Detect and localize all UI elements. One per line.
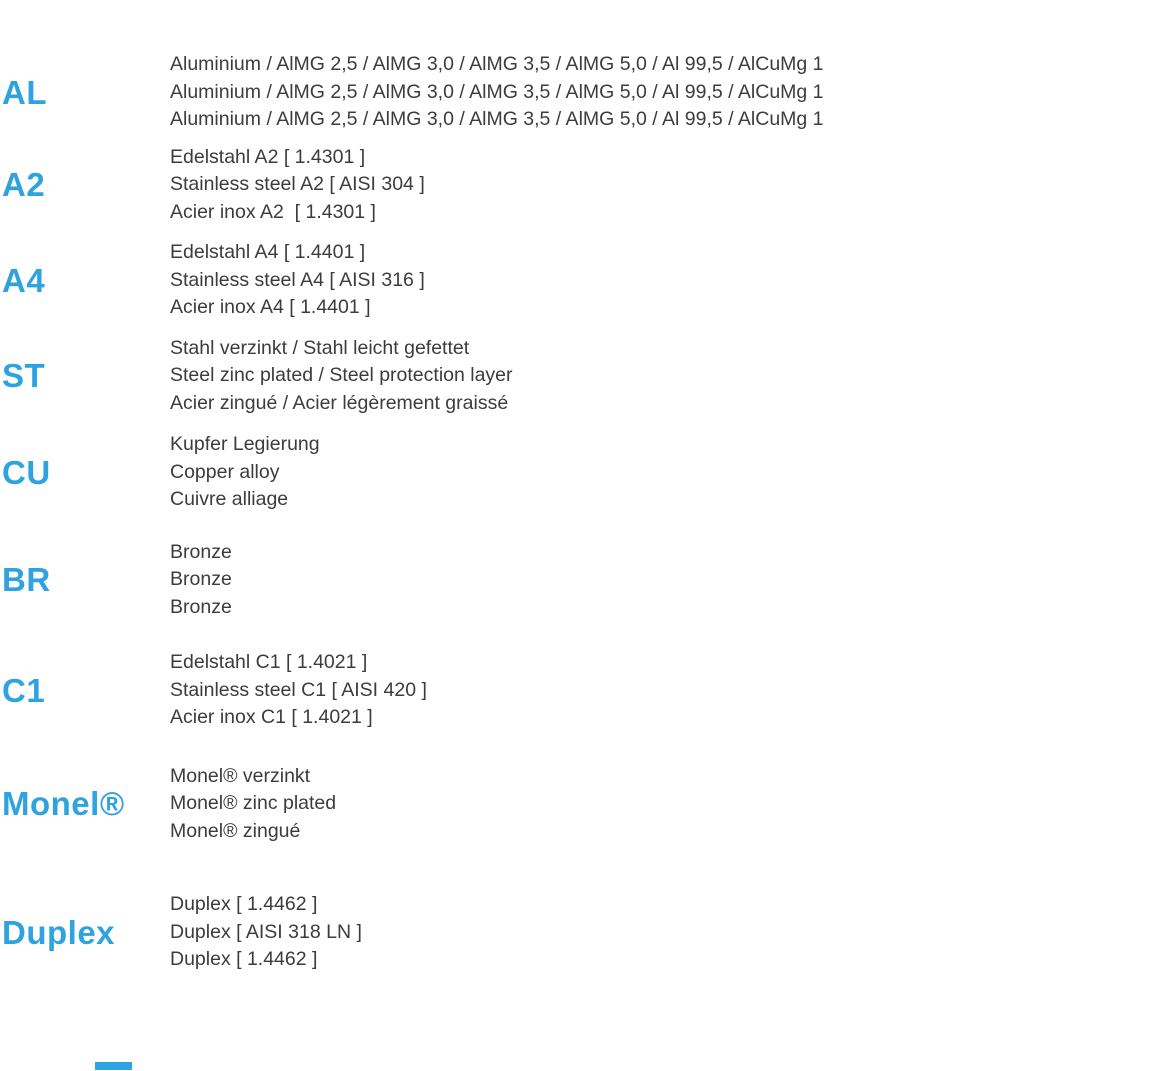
material-descriptions bbox=[170, 539, 1160, 622]
material-group bbox=[0, 144, 1160, 227]
material-description-de: Edelstahl C1 [ 1.4021 ] bbox=[170, 651, 368, 673]
material-description-en: Aluminium / AlMG 2,5 / AlMG 3,0 / AlMG 3,5 / AlMG 5,0 / Al 99,5 / AlCuMg 1 bbox=[170, 80, 824, 103]
material-descriptions bbox=[170, 239, 1160, 322]
material-descriptions bbox=[170, 51, 1160, 134]
material-description-fr: Acier inox A4 [ 1.4401 ] bbox=[170, 296, 371, 318]
material-description-de: Bronze bbox=[170, 540, 232, 563]
material-code: BR bbox=[2, 561, 51, 599]
material-description-fr: Acier inox C1 [ 1.4021 ] bbox=[170, 706, 373, 728]
material-group bbox=[0, 431, 1160, 514]
material-description-de: Monel® verzinkt bbox=[170, 764, 311, 787]
material-description-de: Aluminium / AlMG 2,5 / AlMG 3,0 / AlMG 3,5 / AlMG 5,0 / Al 99,5 / AlCuMg 1 bbox=[170, 53, 824, 75]
material-group bbox=[0, 539, 1160, 622]
material-descriptions bbox=[170, 649, 1160, 732]
material-description-fr: Aluminium / AlMG 2,5 / AlMG 3,0 / AlMG 3,5 / AlMG 5,0 / Al 99,5 / AlCuMg 1 bbox=[170, 108, 824, 130]
material-description-de: Kupfer Legierung bbox=[170, 433, 320, 455]
material-group bbox=[0, 763, 1160, 846]
material-group bbox=[0, 335, 1160, 418]
material-descriptions bbox=[170, 335, 1160, 418]
material-descriptions bbox=[170, 891, 1160, 974]
material-group bbox=[0, 891, 1160, 974]
material-group bbox=[0, 51, 1160, 134]
material-description-fr: Bronze bbox=[170, 595, 232, 618]
material-code: CU bbox=[2, 453, 51, 491]
material-description-en: Copper alloy bbox=[170, 460, 280, 483]
material-description-de: Duplex [ 1.4462 ] bbox=[170, 893, 318, 915]
material-description-fr: Acier inox A2 [ 1.4301 ] bbox=[170, 200, 376, 223]
material-description-en: Steel zinc plated / Steel protection layer bbox=[170, 364, 513, 386]
material-code: ST bbox=[2, 357, 46, 395]
material-description-en: Stainless steel C1 [ AISI 420 ] bbox=[170, 678, 427, 701]
material-description-fr: Monel® zingué bbox=[170, 819, 301, 842]
material-group bbox=[0, 649, 1160, 732]
material-group bbox=[0, 239, 1160, 322]
material-descriptions bbox=[170, 763, 1160, 846]
material-code: AL bbox=[2, 73, 47, 111]
material-description-fr: Acier zingué / Acier légèrement graissé bbox=[170, 391, 509, 414]
material-description-de: Edelstahl A4 [ 1.4401 ] bbox=[170, 241, 366, 263]
material-description-de: Edelstahl A2 [ 1.4301 ] bbox=[170, 145, 366, 168]
material-description-en: Stainless steel A4 [ AISI 316 ] bbox=[170, 268, 425, 291]
material-description-fr: Duplex [ 1.4462 ] bbox=[170, 948, 318, 970]
material-description-en: Stainless steel A2 [ AISI 304 ] bbox=[170, 173, 425, 195]
bottom-accent-mark bbox=[95, 1062, 132, 1070]
material-code: C1 bbox=[2, 671, 46, 709]
material-code: Duplex bbox=[2, 913, 116, 951]
material-description-en: Bronze bbox=[170, 568, 232, 590]
material-code: A4 bbox=[2, 261, 46, 299]
material-code: A2 bbox=[2, 166, 46, 204]
material-description-de: Stahl verzinkt / Stahl leicht gefettet bbox=[170, 336, 470, 359]
material-description-en: Duplex [ AISI 318 LN ] bbox=[170, 920, 362, 943]
material-description-en: Monel® zinc plated bbox=[170, 792, 337, 814]
material-descriptions bbox=[170, 431, 1160, 514]
material-descriptions bbox=[170, 144, 1160, 227]
material-code: Monel® bbox=[2, 785, 125, 823]
material-description-fr: Cuivre alliage bbox=[170, 488, 289, 510]
